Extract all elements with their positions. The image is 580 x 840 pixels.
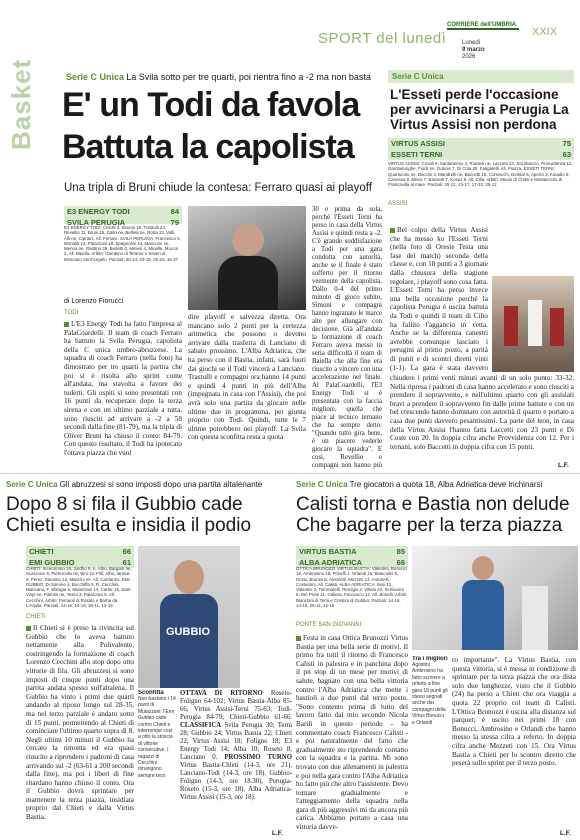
bl-kicker: Serie C Unica Gli abruzzesi si sono imposti dopo una partita altalenante: [6, 480, 263, 489]
bl-photo: [138, 546, 240, 688]
right-body-b: chiudere i primi venti minuti avanti di un solo punto: 33-32. Nella ripresa i padroni di casa hanno accelerato e sono riusciti a prendere il sopravvento, e nell'ultimo quarto con gli assisiati bravi a prendere il sopravvento fin dalle prime battute e con un bel crescendo hanno dominato con autorità il quarto e portato a casa due punti davvero pesantissimi. La parte del leon, in casa della Virtus Assisi l'hanno fatta Laccetti con 23 punti e Di Coste con 20. In doppia cifra anche Provvidenza con 12. Per i ternani, solo Baccetti in doppia cifra con 15 punti.: [390, 374, 574, 451]
main-byline: di Lorenzo Fiorucci: [64, 298, 124, 305]
main-headline-2: Battuta la capolista: [62, 128, 354, 166]
br-sidebar: [412, 656, 448, 832]
right-headline: L'Esseti perde l'occasione per avvicinarsi a Perugia La Virtus Assisi non perdona: [390, 87, 569, 132]
br-headline: Calisti torna e Bastia non delude Che bagarre per la terza piazza: [296, 494, 570, 536]
br-signature: L.F.: [560, 830, 571, 837]
main-headline-1: E' un Todi da favola: [62, 86, 360, 124]
right-photo: [492, 276, 574, 372]
main-tabellino: E3 ENERGY TODI: Cerulli 3, Simoni 19, Trastulli 24, Revellio 11, Bruni 15, Gallo ne, Bellina ne, Rotta 13, Valli, Alfi ne, Cipriani. All. Ferraro. SVILA PERUGIA: Francesco 5, Monaldi 14, Palazzoni 18, Spagnolini 14, Mancuso ne, Menna ne, Rantino 26, Bedetti 0, Minieri 4, Minella, Mooza 2. All. Baiella. Arbitri: Gambino di Teramo e Saveri di Moscano Sant'Angelo. Parziali: 20-14, 23-15, 25-23, 16-27: [64, 225, 181, 262]
main-kicker-label: Serie C Unica: [66, 72, 125, 82]
section-label: SPORT del lunedì: [318, 30, 447, 47]
masthead: [447, 22, 519, 38]
br-dateline: PONTE SAN GIOVANNI: [296, 622, 362, 628]
score-row: ALBA ADRIATICA 66: [299, 558, 405, 567]
bl-sidebar: [138, 690, 176, 830]
right-body-a: Bel colpo della Virtus Assisi che ha messo ko l'Esseti Terni (nella foto di Oreste Testa una fase del match) seconda della classe e, con 18 punti a 3 giornate dalla chiusura della stagione regolare, i playoff sono cosa fatta. L'Esseti Terni ha perso invece una bella occasione perché la capolista Perugia è uscita battuta da Todi e quindi il team di Cilio ha fallito l'aggancio in vetta. Anche se la differenza canestri avrebbe comunque lasciato i perugini al primo posto, a parità di punti e di scontri diretti vinti (1-1). La gara è stata davvero: [390, 226, 488, 372]
score-row: CHIETI 66: [29, 547, 131, 556]
bl-results: OTTAVA DI RITORNO Roseto-Foligno 64-102; Virtus Bastia-Alba 85-66, Virtus Assisi-Terni 75-63; Todi-Perugia 84-79; Chieti-Gubbio 61-66. CLASSIFICA Svila Perugia 30; Terni 28; Gubbio 24; Virtus Bastia 22; Chieti 22; Virtus Assisi 18; Foligno 18; E3 Energy Todi 14; Alba 10; Roseto 8; Lanciano 0. PROSSIMO TURNO Virtus Bastia-Chieti (14-3, ore 21), Lanciano-Todi (14-3, ore 18). Gubbio-Foligno (14-3, ore 18.30), Perugia-Roseto (15-3, ore 18). Alba Adriatica-Virtus Assisi (15-3, ore 18).: [180, 690, 292, 801]
bl-sidebar-text: Non bastano i 14 punti di Mulazzani: l'Emi Gubbio cade contro Chieti e interrompe così a otto la striscia di vittorie consecutive. I ragazzi di Cecchini rimangono sempre terzi: [138, 696, 176, 779]
header-day: Lunedì: [462, 40, 481, 46]
section-divider: [0, 473, 580, 474]
br-tabellino: OTTICA BRUNOZZI VIRTUS BASTIA: Valentini, Bonnoci 18, Ambrosino 18, Prinelli 1, Orlandi 15, Biancolini 5, Rossi, Brunini 8, Antonelli, Mezzeti 13, Antonelli, Costantini. All. Calisti. ALBA ADRIATICA: Sesi 12, Valentini 2, Tommarelli, Remigio 2, Villani 22, Schiavoni 5, Del Prete 11, Gallera, Facciocco 12. All. Bonelli. Arbitri: Bianchini di Terni e Crestini di Gubbio. Parziali: 14-16, 14-19, 26-11, 12-15: [296, 566, 408, 609]
header-date: 9 marzo: [462, 47, 485, 53]
masthead-logo: CORRIERE dell'UMBRIA: [447, 22, 519, 30]
right-kicker-label: Serie C Unica: [388, 70, 574, 83]
bl-dateline: CHIETI: [26, 614, 46, 620]
main-kicker: [66, 72, 386, 82]
right-scoreboard: [388, 138, 574, 160]
bl-signature: L.F.: [272, 830, 283, 837]
bl-headline: Dopo 8 si fila il Gubbio cade Chieti esulta e insidia il podio: [6, 494, 252, 536]
bl-scoreboard: [26, 546, 134, 568]
header-year: 2026: [462, 54, 476, 60]
main-body-col2: dire playoff e salvezza diretta. Ora mancano solo 2 punti per la certezza aritmetica che possono o devono arrivare dalla trasferta di Lanciano di sabato prossimo. L'Alba Adriatica, che ha perso con il Bastia, infatti, sarà fuori dai giochi se il Todi vincerà a Lanciano. Trastulli e compagni ora hanno 14 punti e quindi 4 punti in più dell'Alba (impegnata in casa con l'Assisi), che poi avrà solo una partita da giocare nelle ultime due in programma, per giunta proprio con Todi. Quindi, tutte le 7 ultime potrebbero nei playoff. La Svila con questa sconfitta resta a quota: [188, 313, 306, 442]
main-body-col1: L'E3 Energy Todi ha fatto l'impresa al PalaCoardelli. Il team di coach Ferraro ha battuto la Svila Perugia, capolista della C unica umbro-abruzzese. La squadra di coach Ferraro (nella foto) ha dimostrato per tre quarti la partita che poi si è risolta allo sprint come all'andata, ma stavolta a favore dei tuderti. Gli ospiti si sono presentati con 16 punti da recuperare dopo la terza sirena e con un ultimo parziale a tutta, sono riusciti ad arrivare a -2 a 58 secondi dalla fine (81-79), ma la tripla di Oliver Bruni ha chiuso il conto: 84-79. Con questo risultato, il Todi ha ipotecato l'ottava piazza che vuol: [64, 320, 182, 457]
bl-jersey-text: GUBBIO: [166, 626, 210, 638]
main-body-col3: 30 e prima da sola, perché l'Esseti Terni ha perso in casa della Virtus Assisi e quindi resta a -2. C'è grande soddisfazione a Todi per una gara condotta con autorità, anche se il finale è stato sofferto per il ritorno veemente della capolista. Dallo 0-4 del primo minuto di gioco subito, Simoni e compagni hanno ingranato le marce alte per allungare con decisione. Già all'andata la formazione di coach Ferraro aveva messo in seria difficoltà il team di Baiella che alla fine era riuscito a vincere con una accelerazione nel finale. Al PalaCoardelli, l'E3 Energy Todi si è presentata con la faccia migliore, quella che piace al tecnico ternano che ha sempre detto: "Quando tutto gira bene, è un piacere vederle giocare la squadra". E così, Revellio e compagni non hanno più: [312, 206, 382, 469]
main-kicker-text: La Svila sotto per tre quarti, poi rientra fino a -2 ma non basta: [126, 72, 371, 82]
score-row: VIRTUS BASTIA 85: [299, 547, 405, 556]
main-scoreboard: [64, 206, 182, 227]
br-sidebar-title: Tra i migliori: [412, 656, 448, 662]
right-signature: L.F.: [558, 462, 569, 469]
br-kicker: Serie C Unica Tre giocatori a quota 18, Alba Adriatica deve inchinarsi: [296, 480, 543, 489]
side-label: Basket: [6, 58, 36, 150]
main-photo: [188, 206, 306, 310]
right-tabellino: VIRTUS ASSISI: Covali 9, Santantonio 4, Rosseti ne, Laccetti 23, Scimbaccio, Provvidenza 12, Gambelunghe, Fiorili ne, Dubois 7, Di Cola 20, Fatigatelli. All. Piazza. ESSETI TERNI: Quartucolo ne, Baccini 4, Mandrelli ne, Baccetti 15, Cornacchi, Dorklar 5, Aperto 2, Amadio 6, Canossa 8, Meira 7, Bassetti 7, Kosuz 9. All. Cilia. Arbitri: Muoio di Chieti e Mostacciolo di Francavilla al mare. Parziali: 20-12, 13-17, 17-22, 25-12: [388, 161, 573, 188]
bl-tabellino: CHIETI: Incerommo 19, Jurdho 9, A. Albu, Bargam ne, Scarossio 5, Pietrocolla ne, Bini 13, Fillì, Albu, Iannuli 6, Perez, Sannino 12, Mancini ne. All. Cardarnio. EMI GUBBIO: Di Simone 4, Bocchiffa 5, R. Cecchini, Mancano, F. Sbragia 5, Mulazzani 14, Carter 15, Sanf. Vispi ne, Fiamini ne, Tesini 3, Palazzani 5. All. Cecchini. Arbitri: Ferraioli di Rosato e Barba da L'Aquila. Parziali: 14-16, 14-19, 26-11, 12-15: [26, 566, 132, 609]
bl-sidebar-title: Sconfitta: [138, 690, 164, 696]
br-scoreboard: [296, 546, 408, 568]
score-row: SVILA PERUGIA 79: [67, 218, 179, 227]
score-row: ESSETI TERNI 63: [391, 150, 571, 159]
br-sidebar-text: Agostini Ambrosino ha fatto scrivere a referto a fine gara 18 punti gli stessi segnati anche dai compagni della Virtus Bonucci e Orlandi: [412, 662, 448, 726]
main-dateline: TODI: [64, 310, 79, 316]
score-row: E3 ENERGY TODI 84: [67, 207, 179, 216]
br-body-end: ro importante". La Virtus Bastia, con questa vittoria, si è messa in condizione di sprintare per la terza piazza che ora dista solo due lunghezze, visto che il Gubbio (24) ha perso a Chieti che ora viaggia a quota 22 proprio col team di Calisti. L'Ottica Brunozzi è uscita alla distanza sul parquet; è uscito nei primi 18 con Bonucci, Ambrosino e Orlandi che hanno messo la stessa cifra a referto. In doppia cifra anche Mezzeti con 15. Ora Virtus Bastia a Chieti per lo scontro diretto che peserà sullo sprint per il terzo posto.: [452, 656, 576, 768]
score-row: EMI GUBBIO 61: [29, 558, 131, 567]
bl-body: Il Chieti si è preso la rivincita sul Gubbio che lo aveva battuto nettamente alla Polivalente, costringendo la formazione di coach Lorenzo Cecchini allo stop dopo otto vittorie di fila. Gli abruzzesi si sono imposti di cinque punti dopo una partita andata spesso sull'altalena. Il Gubbio ha vinto i primi due quarti andando al riposo lungo sul 28-35, ma nel terzo parziale è andato sotto di 15 punti, permettendo al Chieti di cominciare l'ultimo quarto sopra di 8. Negli ultimi 10 minuti il Gubbio ha cercato la rimonta ed era quasi riuscito a riprendere i padroni di casa arrivando sul -2 (63-61 a 200 secondi dalla fine), ma poi i liberi di fine ritardano hanno chiuso il conto. Ora il Gubbio dovrà sprintare per mantenere la terza piazza, insidiata proprio dal Chieti e dalla Virtus Bastia.: [26, 624, 134, 822]
br-photo: [412, 546, 578, 650]
page-number: XXIX: [532, 26, 558, 38]
score-row: VIRTUS ASSISI 75: [391, 139, 571, 148]
br-body: Festa in casa Ottica Brunozzi Virtus Bastia per una bella serie di motivi. Il primo fra tutti il ritorno di Francesco Calisti in palestra e in panchina dopo il pit stop di un mese per motivi di salute, bagnato con una bella vittoria contro l'Alba Adriatica che mette i bastioli a due punti dal terzo posto. "Sono contento prima di tutto del lavoro fatto dal mio secondo Nicola Barili in questo periodo - ha commentato coach Francesco Calisti - e poi naturalmente del fatto che gradualmente sto riprendendo contatto con la squadra e la partita. Mi sono trovato con due allenamenti in palestra e poi nella gara contro l'Alba Adriatica ho fatto più che altro l'assistente. Devo tornare gradualmente e l'atteggiamento della squadra nella gara di più aggressivi mi da ancora più carica. Abbiamo portato a casa una vittoria davve-: [296, 634, 408, 832]
right-dateline: ASSISI: [388, 201, 408, 207]
main-subhead: Una tripla di Bruni chiude la contesa: Ferraro quasi ai playoff: [64, 182, 372, 194]
